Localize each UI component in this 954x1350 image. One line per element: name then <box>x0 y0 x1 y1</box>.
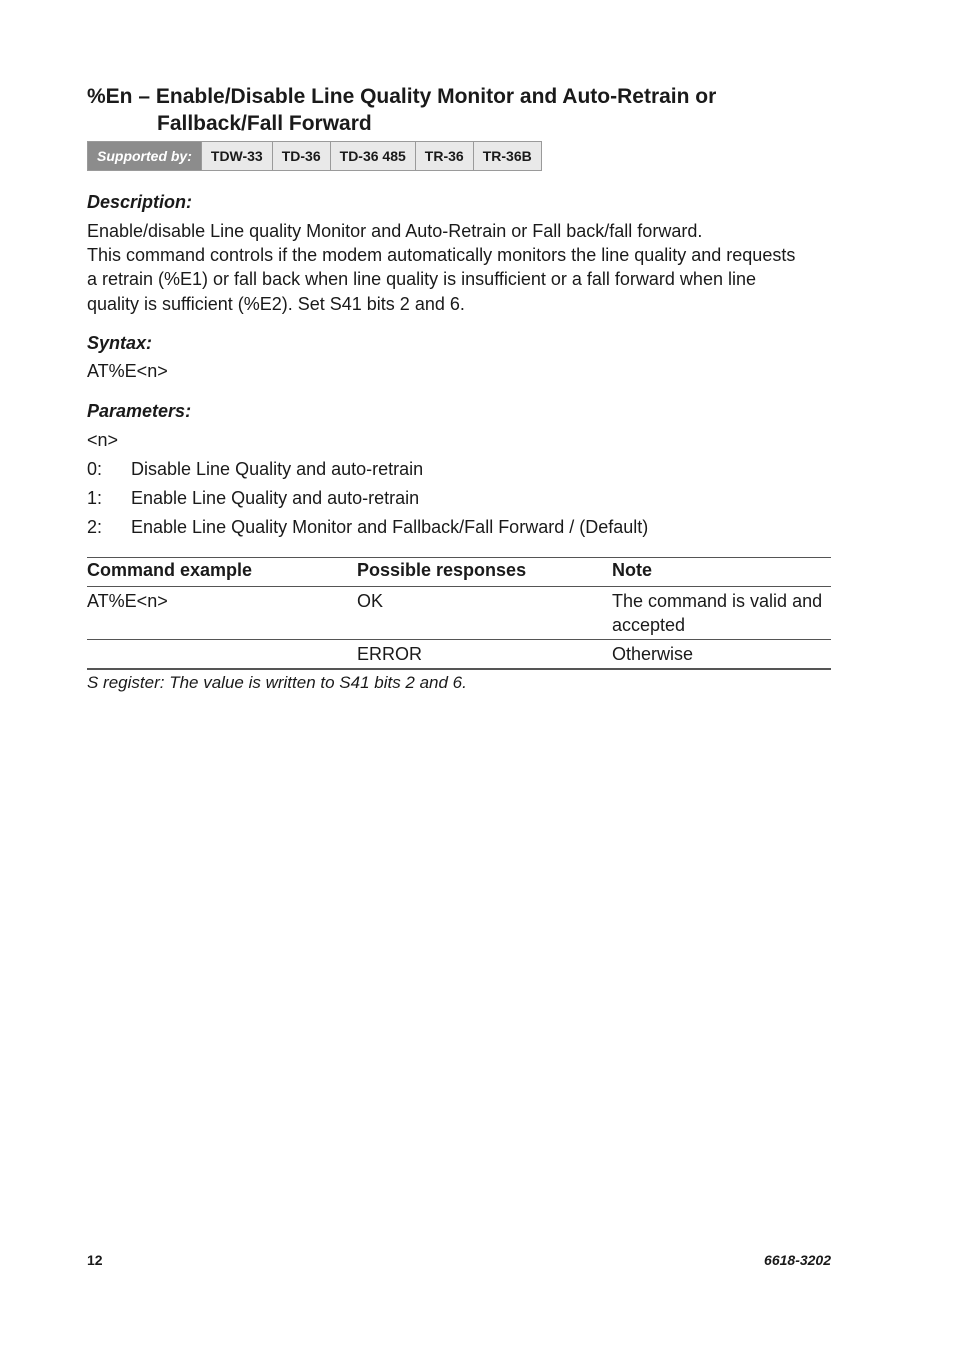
table-row <box>87 587 831 640</box>
table-cell-note: The command is valid and accepted <box>612 587 831 640</box>
table-cell-command: AT%E<n> <box>87 587 357 640</box>
page-title <box>87 83 847 137</box>
command-table <box>87 557 831 670</box>
column-header-responses: Possible responses <box>357 558 612 587</box>
title-line-1: %En – Enable/Disable Line Quality Monitor and Auto-Retrain or <box>87 85 717 108</box>
table-header-row <box>87 558 831 587</box>
description-heading: Description: <box>87 192 193 212</box>
parameter-item <box>87 458 423 480</box>
parameter-description: Enable Line Quality Monitor and Fallback/Fall Forward / (Default) <box>131 517 649 537</box>
table-cell-note: Otherwise <box>612 640 831 670</box>
parameter-description: Disable Line Quality and auto-retrain <box>131 459 424 479</box>
footnote: S register: The value is written to S41 bits 2 and 6. <box>87 673 467 692</box>
parameter-name: <n> <box>87 430 119 450</box>
table-row <box>87 640 831 670</box>
model-tr-36: TR-36 <box>415 142 473 170</box>
table-cell-response: ERROR <box>357 640 612 670</box>
parameter-value: 0: <box>87 459 103 479</box>
model-tr-36b: TR-36B <box>473 142 541 170</box>
model-td-36-485: TD-36 485 <box>330 142 415 170</box>
model-tdw-33: TDW-33 <box>201 142 272 170</box>
description-text-1: Enable/disable Line quality Monitor and Auto-Retrain or Fall back/fall forward. <box>87 221 703 241</box>
supported-by-bar <box>87 141 542 171</box>
syntax-heading: Syntax: <box>87 333 153 353</box>
column-header-command: Command example <box>87 558 357 587</box>
supported-by-label: Supported by: <box>88 142 201 170</box>
parameter-item <box>87 516 648 538</box>
syntax-value: AT%E<n> <box>87 361 168 381</box>
column-header-note: Note <box>612 558 831 587</box>
parameter-description: Enable Line Quality and auto-retrain <box>131 488 420 508</box>
parameter-value: 2: <box>87 517 103 537</box>
parameter-item <box>87 487 419 509</box>
model-td-36: TD-36 <box>272 142 330 170</box>
title-line-2: Fallback/Fall Forward <box>157 112 372 135</box>
table-cell-command <box>87 640 357 670</box>
parameters-heading: Parameters: <box>87 401 192 421</box>
document-number: 6618-3202 <box>764 1252 831 1268</box>
table-cell-response: OK <box>357 587 612 640</box>
description-text-2: This command controls if the modem automatically monitors the line quality and requests a retrain (%E1) or fall back when line quality is insufficient or a fall forward when line quality is sufficient (%E2). Set S41 bits 2 and 6. <box>87 245 796 314</box>
parameter-value: 1: <box>87 488 103 508</box>
page-number: 12 <box>87 1252 103 1268</box>
